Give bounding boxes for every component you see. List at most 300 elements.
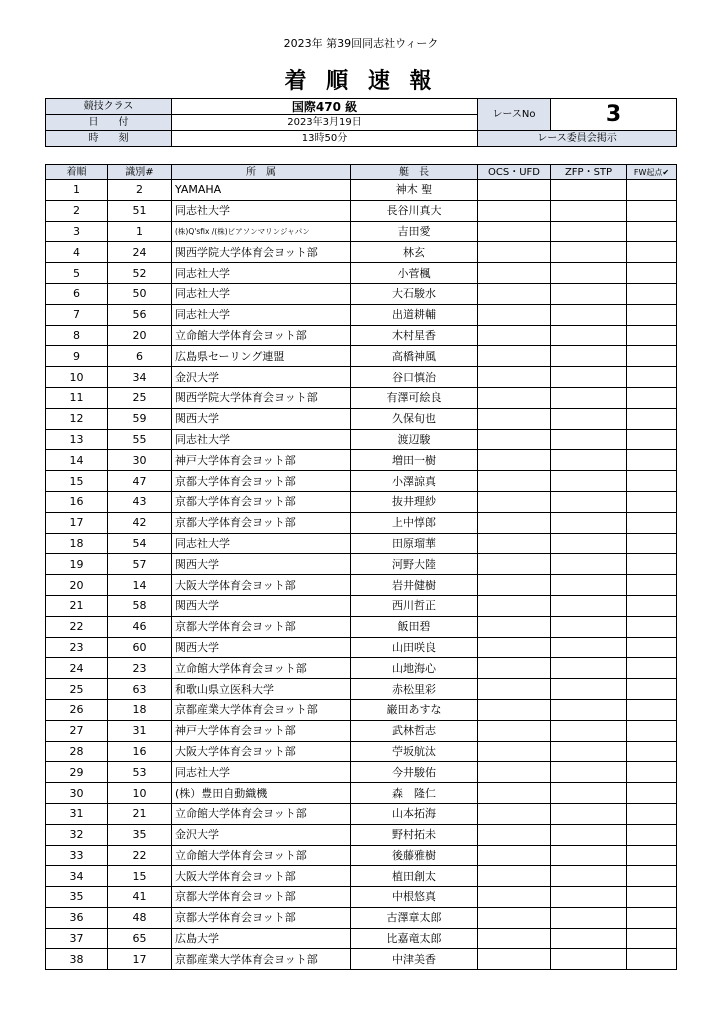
rank-cell: 25 xyxy=(46,679,108,700)
fw-start-cell xyxy=(627,491,677,512)
skipper-cell: 神木 聖 xyxy=(351,180,478,201)
fw-start-cell xyxy=(627,783,677,804)
table-row xyxy=(46,180,677,201)
sail-number-cell: 43 xyxy=(108,491,172,512)
zfp-stp-cell xyxy=(551,346,627,367)
fw-start-cell xyxy=(627,928,677,949)
skipper-cell: 飯田碧 xyxy=(351,616,478,637)
skipper-cell: 小澤諒真 xyxy=(351,471,478,492)
rank-cell: 22 xyxy=(46,616,108,637)
zfp-stp-cell xyxy=(551,429,627,450)
rank-cell: 29 xyxy=(46,762,108,783)
sail-number-cell: 15 xyxy=(108,866,172,887)
header-affiliation: 所 属 xyxy=(172,165,351,180)
skipper-cell: 古澤章太郎 xyxy=(351,907,478,928)
affiliation-cell: 関西大学 xyxy=(172,554,351,575)
table-row xyxy=(46,283,677,304)
sail-number-cell: 1 xyxy=(108,221,172,242)
sail-number-cell: 20 xyxy=(108,325,172,346)
table-row xyxy=(46,450,677,471)
fw-start-cell xyxy=(627,803,677,824)
header-sail-number: 識別# xyxy=(108,165,172,180)
fw-start-cell xyxy=(627,762,677,783)
ocs-ufd-cell xyxy=(478,533,551,554)
table-row xyxy=(46,679,677,700)
race-no-value: 3 xyxy=(551,99,677,131)
affiliation-cell: 大阪大学体育会ヨット部 xyxy=(172,575,351,596)
zfp-stp-cell xyxy=(551,200,627,221)
event-title: 2023年 第39回同志社ウィーク xyxy=(283,37,439,50)
affiliation-cell: 関西大学 xyxy=(172,595,351,616)
fw-start-cell xyxy=(627,949,677,970)
rank-cell: 6 xyxy=(46,283,108,304)
affiliation-cell: 神戸大学体育会ヨット部 xyxy=(172,720,351,741)
ocs-ufd-cell xyxy=(478,346,551,367)
sail-number-cell: 52 xyxy=(108,263,172,284)
ocs-ufd-cell xyxy=(478,221,551,242)
zfp-stp-cell xyxy=(551,387,627,408)
header-zfp-stp: ZFP・STP xyxy=(551,165,627,180)
affiliation-cell: 同志社大学 xyxy=(172,762,351,783)
affiliation-cell: 金沢大学 xyxy=(172,824,351,845)
skipper-cell: 田原瑠華 xyxy=(351,533,478,554)
sail-number-cell: 22 xyxy=(108,845,172,866)
rank-cell: 9 xyxy=(46,346,108,367)
fw-start-cell xyxy=(627,408,677,429)
zfp-stp-cell xyxy=(551,242,627,263)
fw-start-cell xyxy=(627,533,677,554)
ocs-ufd-cell xyxy=(478,512,551,533)
table-row xyxy=(46,887,677,908)
table-row xyxy=(46,491,677,512)
skipper-cell: 抜井理紗 xyxy=(351,491,478,512)
rank-cell: 31 xyxy=(46,803,108,824)
fw-start-cell xyxy=(627,304,677,325)
zfp-stp-cell xyxy=(551,783,627,804)
skipper-cell: 小菅楓 xyxy=(351,263,478,284)
table-row xyxy=(46,387,677,408)
sail-number-cell: 41 xyxy=(108,887,172,908)
rank-cell: 32 xyxy=(46,824,108,845)
fw-start-cell xyxy=(627,595,677,616)
zfp-stp-cell xyxy=(551,575,627,596)
zfp-stp-cell xyxy=(551,533,627,554)
ocs-ufd-cell xyxy=(478,200,551,221)
table-row xyxy=(46,221,677,242)
ocs-ufd-cell xyxy=(478,783,551,804)
skipper-cell: 西川哲正 xyxy=(351,595,478,616)
rank-cell: 8 xyxy=(46,325,108,346)
ocs-ufd-cell xyxy=(478,803,551,824)
fw-start-cell xyxy=(627,616,677,637)
ocs-ufd-cell xyxy=(478,575,551,596)
affiliation-cell: 立命館大学体育会ヨット部 xyxy=(172,845,351,866)
rank-cell: 35 xyxy=(46,887,108,908)
affiliation-cell: 広島県セーリング連盟 xyxy=(172,346,351,367)
fw-start-cell xyxy=(627,263,677,284)
ocs-ufd-cell xyxy=(478,679,551,700)
fw-start-cell xyxy=(627,824,677,845)
zfp-stp-cell xyxy=(551,741,627,762)
ocs-ufd-cell xyxy=(478,741,551,762)
rank-cell: 11 xyxy=(46,387,108,408)
race-info-table xyxy=(45,98,677,147)
ocs-ufd-cell xyxy=(478,387,551,408)
time-value: 13時50分 xyxy=(172,131,478,147)
skipper-cell: 森 隆仁 xyxy=(351,783,478,804)
rank-cell: 33 xyxy=(46,845,108,866)
table-row xyxy=(46,263,677,284)
rank-cell: 23 xyxy=(46,637,108,658)
header-skipper: 艇 長 xyxy=(351,165,478,180)
zfp-stp-cell xyxy=(551,408,627,429)
zfp-stp-cell xyxy=(551,928,627,949)
time-label: 時 刻 xyxy=(46,131,172,147)
rank-cell: 3 xyxy=(46,221,108,242)
table-row xyxy=(46,408,677,429)
affiliation-cell: 京都大学体育会ヨット部 xyxy=(172,616,351,637)
ocs-ufd-cell xyxy=(478,471,551,492)
skipper-cell: 谷口慎治 xyxy=(351,367,478,388)
zfp-stp-cell xyxy=(551,949,627,970)
rank-cell: 5 xyxy=(46,263,108,284)
rank-cell: 24 xyxy=(46,658,108,679)
skipper-cell: 吉田愛 xyxy=(351,221,478,242)
table-row xyxy=(46,824,677,845)
fw-start-cell xyxy=(627,699,677,720)
affiliation-cell: 同志社大学 xyxy=(172,200,351,221)
skipper-cell: 中根悠真 xyxy=(351,887,478,908)
zfp-stp-cell xyxy=(551,845,627,866)
sail-number-cell: 34 xyxy=(108,367,172,388)
fw-start-cell xyxy=(627,221,677,242)
affiliation-cell: 関西大学 xyxy=(172,637,351,658)
skipper-cell: 苧坂航汰 xyxy=(351,741,478,762)
sail-number-cell: 42 xyxy=(108,512,172,533)
ocs-ufd-cell xyxy=(478,304,551,325)
sail-number-cell: 2 xyxy=(108,180,172,201)
affiliation-cell: 立命館大学体育会ヨット部 xyxy=(172,325,351,346)
zfp-stp-cell xyxy=(551,180,627,201)
table-row xyxy=(46,658,677,679)
document-title: 着 順 速 報 xyxy=(284,69,438,94)
table-row xyxy=(46,242,677,263)
zfp-stp-cell xyxy=(551,679,627,700)
table-row xyxy=(46,949,677,970)
ocs-ufd-cell xyxy=(478,949,551,970)
fw-start-cell xyxy=(627,325,677,346)
zfp-stp-cell xyxy=(551,554,627,575)
table-row xyxy=(46,367,677,388)
sail-number-cell: 30 xyxy=(108,450,172,471)
sail-number-cell: 17 xyxy=(108,949,172,970)
fw-start-cell xyxy=(627,575,677,596)
affiliation-cell: 同志社大学 xyxy=(172,304,351,325)
rank-cell: 17 xyxy=(46,512,108,533)
table-row xyxy=(46,200,677,221)
affiliation-cell: 京都産業大学体育会ヨット部 xyxy=(172,949,351,970)
affiliation-cell: 大阪大学体育会ヨット部 xyxy=(172,866,351,887)
skipper-cell: 後藤雅樹 xyxy=(351,845,478,866)
fw-start-cell xyxy=(627,450,677,471)
sail-number-cell: 58 xyxy=(108,595,172,616)
rank-cell: 7 xyxy=(46,304,108,325)
table-row xyxy=(46,429,677,450)
sail-number-cell: 25 xyxy=(108,387,172,408)
rank-cell: 26 xyxy=(46,699,108,720)
affiliation-cell: 立命館大学体育会ヨット部 xyxy=(172,803,351,824)
ocs-ufd-cell xyxy=(478,554,551,575)
skipper-cell: 高橋神風 xyxy=(351,346,478,367)
fw-start-cell xyxy=(627,471,677,492)
ocs-ufd-cell xyxy=(478,762,551,783)
ocs-ufd-cell xyxy=(478,658,551,679)
affiliation-cell: 関西学院大学体育会ヨット部 xyxy=(172,242,351,263)
skipper-cell: 赤松里彩 xyxy=(351,679,478,700)
table-row xyxy=(46,783,677,804)
zfp-stp-cell xyxy=(551,907,627,928)
zfp-stp-cell xyxy=(551,866,627,887)
fw-start-cell xyxy=(627,658,677,679)
zfp-stp-cell xyxy=(551,263,627,284)
rank-cell: 14 xyxy=(46,450,108,471)
rank-cell: 20 xyxy=(46,575,108,596)
fw-start-cell xyxy=(627,637,677,658)
ocs-ufd-cell xyxy=(478,180,551,201)
skipper-cell: 増田一樹 xyxy=(351,450,478,471)
zfp-stp-cell xyxy=(551,803,627,824)
sail-number-cell: 35 xyxy=(108,824,172,845)
affiliation-cell: 関西大学 xyxy=(172,408,351,429)
rank-cell: 16 xyxy=(46,491,108,512)
sail-number-cell: 59 xyxy=(108,408,172,429)
table-row xyxy=(46,304,677,325)
ocs-ufd-cell xyxy=(478,450,551,471)
sail-number-cell: 55 xyxy=(108,429,172,450)
skipper-cell: 久保旬也 xyxy=(351,408,478,429)
table-row xyxy=(46,866,677,887)
table-row xyxy=(46,346,677,367)
sail-number-cell: 18 xyxy=(108,699,172,720)
ocs-ufd-cell xyxy=(478,283,551,304)
skipper-cell: 大石駿水 xyxy=(351,283,478,304)
rank-cell: 1 xyxy=(46,180,108,201)
zfp-stp-cell xyxy=(551,699,627,720)
fw-start-cell xyxy=(627,512,677,533)
sail-number-cell: 51 xyxy=(108,200,172,221)
skipper-cell: 山本拓海 xyxy=(351,803,478,824)
zfp-stp-cell xyxy=(551,450,627,471)
affiliation-cell: 京都大学体育会ヨット部 xyxy=(172,887,351,908)
skipper-cell: 出道耕輔 xyxy=(351,304,478,325)
sail-number-cell: 23 xyxy=(108,658,172,679)
notice-board-label: レース委員会掲示 xyxy=(478,131,677,147)
affiliation-cell: 広島大学 xyxy=(172,928,351,949)
fw-start-cell xyxy=(627,180,677,201)
table-row xyxy=(46,762,677,783)
skipper-cell: 今井駿佑 xyxy=(351,762,478,783)
date-value: 2023年3月19日 xyxy=(172,115,478,131)
sail-number-cell: 46 xyxy=(108,616,172,637)
rank-cell: 4 xyxy=(46,242,108,263)
affiliation-cell: YAMAHA xyxy=(172,180,351,201)
table-row xyxy=(46,907,677,928)
sail-number-cell: 57 xyxy=(108,554,172,575)
fw-start-cell xyxy=(627,720,677,741)
ocs-ufd-cell xyxy=(478,595,551,616)
sail-number-cell: 21 xyxy=(108,803,172,824)
rank-cell: 10 xyxy=(46,367,108,388)
ocs-ufd-cell xyxy=(478,616,551,637)
zfp-stp-cell xyxy=(551,304,627,325)
ocs-ufd-cell xyxy=(478,242,551,263)
skipper-cell: 木村星香 xyxy=(351,325,478,346)
sail-number-cell: 10 xyxy=(108,783,172,804)
table-row xyxy=(46,845,677,866)
sail-number-cell: 6 xyxy=(108,346,172,367)
ocs-ufd-cell xyxy=(478,907,551,928)
skipper-cell: 武林哲志 xyxy=(351,720,478,741)
fw-start-cell xyxy=(627,866,677,887)
ocs-ufd-cell xyxy=(478,491,551,512)
rank-cell: 12 xyxy=(46,408,108,429)
table-row xyxy=(46,325,677,346)
affiliation-cell: (株)Q'sfix /(株)ビアソンマリンジャパン xyxy=(172,221,351,242)
zfp-stp-cell xyxy=(551,367,627,388)
date-label: 日 付 xyxy=(46,115,172,131)
skipper-cell: 山田咲良 xyxy=(351,637,478,658)
zfp-stp-cell xyxy=(551,325,627,346)
class-label: 競技クラス xyxy=(46,99,172,115)
ocs-ufd-cell xyxy=(478,367,551,388)
skipper-cell: 林玄 xyxy=(351,242,478,263)
table-row xyxy=(46,575,677,596)
skipper-cell: 山地海心 xyxy=(351,658,478,679)
fw-start-cell xyxy=(627,887,677,908)
skipper-cell: 中津美香 xyxy=(351,949,478,970)
skipper-cell: 河野大陸 xyxy=(351,554,478,575)
table-row xyxy=(46,554,677,575)
affiliation-cell: 金沢大学 xyxy=(172,367,351,388)
sail-number-cell: 56 xyxy=(108,304,172,325)
table-row xyxy=(46,699,677,720)
affiliation-cell: 京都大学体育会ヨット部 xyxy=(172,491,351,512)
ocs-ufd-cell xyxy=(478,263,551,284)
affiliation-cell: 京都大学体育会ヨット部 xyxy=(172,471,351,492)
ocs-ufd-cell xyxy=(478,325,551,346)
zfp-stp-cell xyxy=(551,471,627,492)
header-ocs-ufd: OCS・UFD xyxy=(478,165,551,180)
affiliation-cell: 同志社大学 xyxy=(172,533,351,554)
ocs-ufd-cell xyxy=(478,824,551,845)
ocs-ufd-cell xyxy=(478,408,551,429)
affiliation-cell: 京都大学体育会ヨット部 xyxy=(172,512,351,533)
affiliation-cell: 立命館大学体育会ヨット部 xyxy=(172,658,351,679)
rank-cell: 34 xyxy=(46,866,108,887)
rank-cell: 19 xyxy=(46,554,108,575)
table-row xyxy=(46,720,677,741)
rank-cell: 18 xyxy=(46,533,108,554)
zfp-stp-cell xyxy=(551,595,627,616)
fw-start-cell xyxy=(627,283,677,304)
zfp-stp-cell xyxy=(551,491,627,512)
affiliation-cell: 関西学院大学体育会ヨット部 xyxy=(172,387,351,408)
zfp-stp-cell xyxy=(551,616,627,637)
header-fw-start: FW起点✔ xyxy=(627,165,677,180)
affiliation-cell: 京都大学体育会ヨット部 xyxy=(172,907,351,928)
fw-start-cell xyxy=(627,200,677,221)
fw-start-cell xyxy=(627,554,677,575)
fw-start-cell xyxy=(627,242,677,263)
table-row xyxy=(46,741,677,762)
affiliation-cell: 同志社大学 xyxy=(172,283,351,304)
fw-start-cell xyxy=(627,387,677,408)
class-value: 国際470 級 xyxy=(172,99,478,115)
skipper-cell: 有澤可絵良 xyxy=(351,387,478,408)
race-no-label: レースNo xyxy=(478,99,551,131)
sail-number-cell: 54 xyxy=(108,533,172,554)
fw-start-cell xyxy=(627,907,677,928)
fw-start-cell xyxy=(627,429,677,450)
zfp-stp-cell xyxy=(551,221,627,242)
sail-number-cell: 60 xyxy=(108,637,172,658)
table-row xyxy=(46,512,677,533)
table-row xyxy=(46,595,677,616)
ocs-ufd-cell xyxy=(478,637,551,658)
rank-cell: 36 xyxy=(46,907,108,928)
sail-number-cell: 53 xyxy=(108,762,172,783)
affiliation-cell: 同志社大学 xyxy=(172,429,351,450)
affiliation-cell: 神戸大学体育会ヨット部 xyxy=(172,450,351,471)
skipper-cell: 渡辺駿 xyxy=(351,429,478,450)
sail-number-cell: 63 xyxy=(108,679,172,700)
header-rank: 着順 xyxy=(46,165,108,180)
skipper-cell: 比嘉竜太郎 xyxy=(351,928,478,949)
affiliation-cell: 同志社大学 xyxy=(172,263,351,284)
sail-number-cell: 31 xyxy=(108,720,172,741)
rank-cell: 27 xyxy=(46,720,108,741)
zfp-stp-cell xyxy=(551,283,627,304)
zfp-stp-cell xyxy=(551,637,627,658)
rank-cell: 37 xyxy=(46,928,108,949)
ocs-ufd-cell xyxy=(478,845,551,866)
sail-number-cell: 24 xyxy=(108,242,172,263)
ocs-ufd-cell xyxy=(478,866,551,887)
table-row xyxy=(46,533,677,554)
rank-cell: 2 xyxy=(46,200,108,221)
rank-cell: 30 xyxy=(46,783,108,804)
rank-cell: 38 xyxy=(46,949,108,970)
rank-cell: 13 xyxy=(46,429,108,450)
sail-number-cell: 65 xyxy=(108,928,172,949)
affiliation-cell: (株）豊田自動織機 xyxy=(172,783,351,804)
skipper-cell: 上中惇郎 xyxy=(351,512,478,533)
results-header-row xyxy=(46,165,677,180)
affiliation-cell: 京都産業大学体育会ヨット部 xyxy=(172,699,351,720)
skipper-cell: 長谷川真大 xyxy=(351,200,478,221)
sail-number-cell: 47 xyxy=(108,471,172,492)
table-row xyxy=(46,637,677,658)
rank-cell: 15 xyxy=(46,471,108,492)
affiliation-cell: 和歌山県立医科大学 xyxy=(172,679,351,700)
zfp-stp-cell xyxy=(551,824,627,845)
skipper-cell: 岩井健樹 xyxy=(351,575,478,596)
results-table xyxy=(45,164,677,970)
sail-number-cell: 14 xyxy=(108,575,172,596)
rank-cell: 28 xyxy=(46,741,108,762)
ocs-ufd-cell xyxy=(478,887,551,908)
table-row xyxy=(46,803,677,824)
